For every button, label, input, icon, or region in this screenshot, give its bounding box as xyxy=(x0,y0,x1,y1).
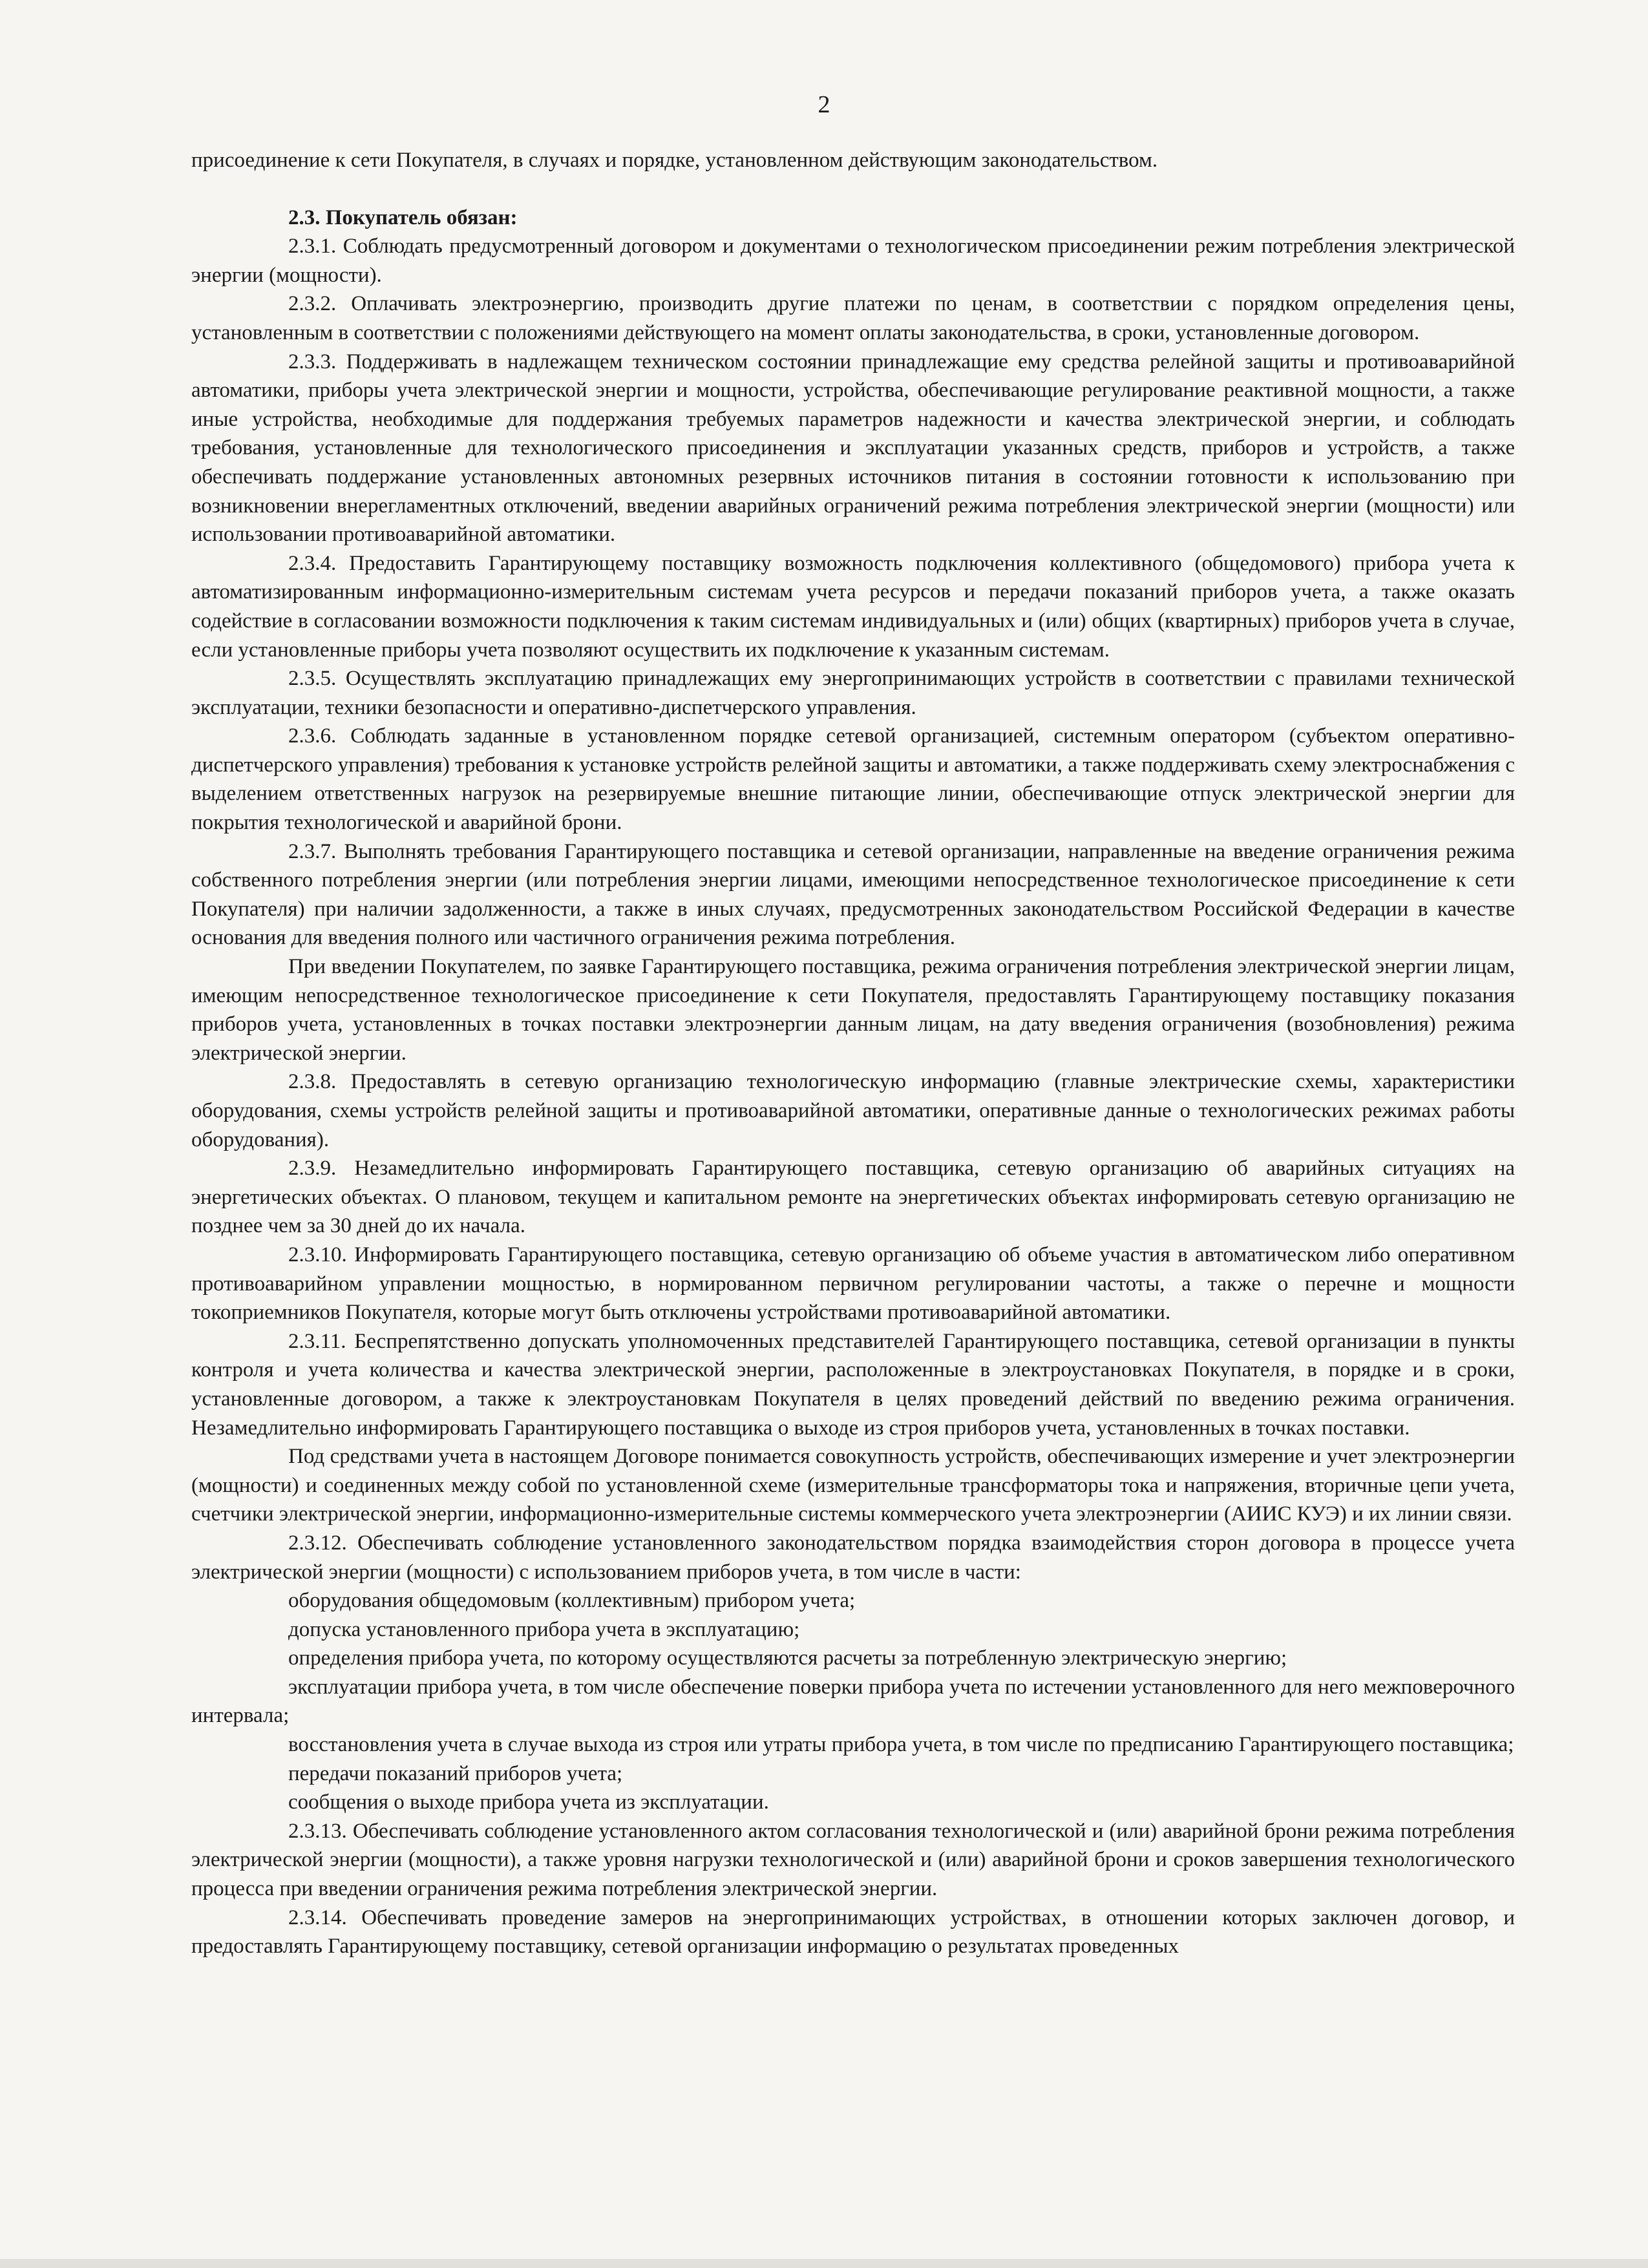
clause-2-3-9: 2.3.9. Незамедлительно информировать Гарантирующего поставщика, сетевую организацию об аварийных ситуациях на энергетических объектах. О плановом, текущем и капитальном ремонте на энергетических объектах информировать сетевую организацию не позднее чем за 30 дней до их начала. xyxy=(191,1157,1515,1238)
clause-2-3-3: 2.3.3. Поддерживать в надлежащем техническом состоянии принадлежащие ему средства релейной защиты и противоаварийной автоматики, приборы учета электрической энергии и мощности, устройства, обеспечивающие регулирование реактивной мощности, а также иные устройства, необходимые для поддержания требуемых параметров надежности и качества электрической энергии, и соблюдать требования, установленные для технологического присоединения и эксплуатации указанных средств, приборов и устройств, а также обеспечивать поддержание установленных автономных резервных источников питания в состоянии готовности к использованию при возникновении внерегламентных отключений, введении аварийных ограничений режима потребления электрической энергии (мощности) или использовании противоаварийной автоматики. xyxy=(191,350,1515,547)
clause-2-3-6: 2.3.6. Соблюдать заданные в установленном порядке сетевой организацией, системным оператором (субъектом оперативно-диспетчерского управления) требования к установке устройств релейной защиты и автоматики, а также поддерживать схему электроснабжения с выделением ответственных нагрузок на резервируемые внешние питающие линии, обеспечивающие отпуск электрической энергии для покрытия технологической и аварийной брони. xyxy=(191,724,1515,835)
clause-2-3-12: 2.3.12. Обеспечивать соблюдение установленного законодательством порядка взаимодействия сторон договора в процессе учета электрической энергии (мощности) с использованием приборов учета, в том числе в части: xyxy=(191,1531,1515,1584)
clause-2-3-12-item: определения прибора учета, по которому осуществляются расчеты за потребленную электрическую энергию; xyxy=(288,1646,1287,1670)
page-bottom-edge xyxy=(0,2259,1648,2268)
clause-2-3-12-item: восстановления учета в случае выхода из строя или утраты прибора учета, в том числе по предписанию Гарантирующего поставщика; xyxy=(288,1733,1514,1757)
clause-2-3-12-item: эксплуатации прибора учета, в том числе обеспечение поверки прибора учета по истечении установленного для него межповерочного интервала; xyxy=(191,1675,1515,1728)
clause-2-3-13: 2.3.13. Обеспечивать соблюдение установленного актом согласования технологической и (или) аварийной брони режима потребления электрической энергии (мощности), а также уровня нагрузки технологической и (или) аварийной брони и сроков завершения технологического процесса при введении ограничения режима потребления электрической энергии. xyxy=(191,1819,1515,1901)
clause-2-3-12-item: допуска установленного прибора учета в эксплуатацию; xyxy=(288,1617,800,1641)
clause-2-3-14: 2.3.14. Обеспечивать проведение замеров на энергопринимающих устройствах, в отношении которых заключен договор, и предоставлять Гарантирующему поставщику, сетевой организации информацию о результатах проведенных xyxy=(191,1906,1515,1958)
section-heading: 2.3. Покупатель обязан: xyxy=(288,205,518,229)
clause-2-3-4: 2.3.4. Предоставить Гарантирующему поставщику возможность подключения коллективного (общедомового) прибора учета к автоматизированным информационно-измерительным системам учета ресурсов и передачи показаний приборов учета, а также оказать содействие в согласовании возможности подключения к таким системам индивидуальных и (или) общих (квартирных) приборов учета в случае, если установленные приборы учета позволяют осуществить их подключение к указанным системам. xyxy=(191,551,1515,662)
clause-2-3-7-note: При введении Покупателем, по заявке Гарантирующего поставщика, режима ограничения потребления электрической энергии лицам, имеющим непосредственное технологическое присоединение к сети Покупателя, предоставлять Гарантирующему поставщику показания приборов учета, установленных в точках поставки электроэнергии данным лицам, на дату введения ограничения (возобновления) режима электрической энергии. xyxy=(191,955,1515,1065)
clause-2-3-11-note: Под средствами учета в настоящем Договоре понимается совокупность устройств, обеспечивающих измерение и учет электроэнергии (мощности) и соединенных между собой по установленной схеме (измерительные трансформаторы тока и напряжения, вторичные цепи учета, счетчики электрической энергии, информационно-измерительные системы коммерческого учета электроэнергии (АИИС КУЭ) и их линии связи. xyxy=(191,1445,1515,1526)
clause-2-3-2: 2.3.2. Оплачивать электроэнергию, производить другие платежи по ценам, в соответствии с порядком определения цены, установленным в соответствии с положениями действующего на момент оплаты законодательства, в сроки, установленные договором. xyxy=(191,292,1515,344)
paragraph-continuation: присоединение к сети Покупателя, в случаях и порядке, установленном действующим законодательством. xyxy=(191,149,1158,172)
clause-2-3-12-item: оборудования общедомовым (коллективным) прибором учета; xyxy=(288,1589,856,1613)
page-number: 2 xyxy=(818,91,830,118)
clause-2-3-12-item: сообщения о выходе прибора учета из эксплуатации. xyxy=(288,1790,769,1814)
clause-2-3-5: 2.3.5. Осуществлять эксплуатацию принадлежащих ему энергопринимающих устройств в соответствии с правилами технической эксплуатации, техники безопасности и оперативно-диспетчерского управления. xyxy=(191,667,1515,719)
clause-2-3-7: 2.3.7. Выполнять требования Гарантирующего поставщика и сетевой организации, направленные на введение ограничения режима собственного потребления энергии (или потребления энергии лицами, имеющими непосредственное технологическое присоединение к сети Покупателя) при наличии задолженности, а также в иных случаях, предусмотренных законодательством Российской Федерации в качестве основания для введения полного или частичного ограничения режима потребления. xyxy=(191,839,1515,950)
document-body xyxy=(191,146,1515,1961)
clause-2-3-11: 2.3.11. Беспрепятственно допускать уполномоченных представителей Гарантирующего поставщика, сетевой организации в пункты контроля и учета количества и качества электрической энергии, расположенные в электроустановках Покупателя, в порядке и в сроки, установленные договором, а также к электроустановкам Покупателя в целях проведений действий по введению режима ограничения. Незамедлительно информировать Гарантирующего поставщика о выходе из строя приборов учета, установленных в точках поставки. xyxy=(191,1329,1515,1440)
clause-2-3-12-item: передачи показаний приборов учета; xyxy=(288,1761,623,1785)
clause-2-3-10: 2.3.10. Информировать Гарантирующего поставщика, сетевую организацию об объеме участия в автоматическом либо оперативном противоаварийном управлении мощностью, в нормированном первичном регулировании частоты, а также о перечне и мощности токоприемников Покупателя, которые могут быть отключены устройствами противоаварийной автоматики. xyxy=(191,1243,1515,1325)
clause-2-3-8: 2.3.8. Предоставлять в сетевую организацию технологическую информацию (главные электрические схемы, характеристики оборудования, схемы устройств релейной защиты и противоаварийной автоматики, оперативные данные о технологических режимах работы оборудования). xyxy=(191,1070,1515,1151)
clause-2-3-1: 2.3.1. Соблюдать предусмотренный договором и документами о технологическом присоединении режим потребления электрической энергии (мощности). xyxy=(191,235,1515,287)
